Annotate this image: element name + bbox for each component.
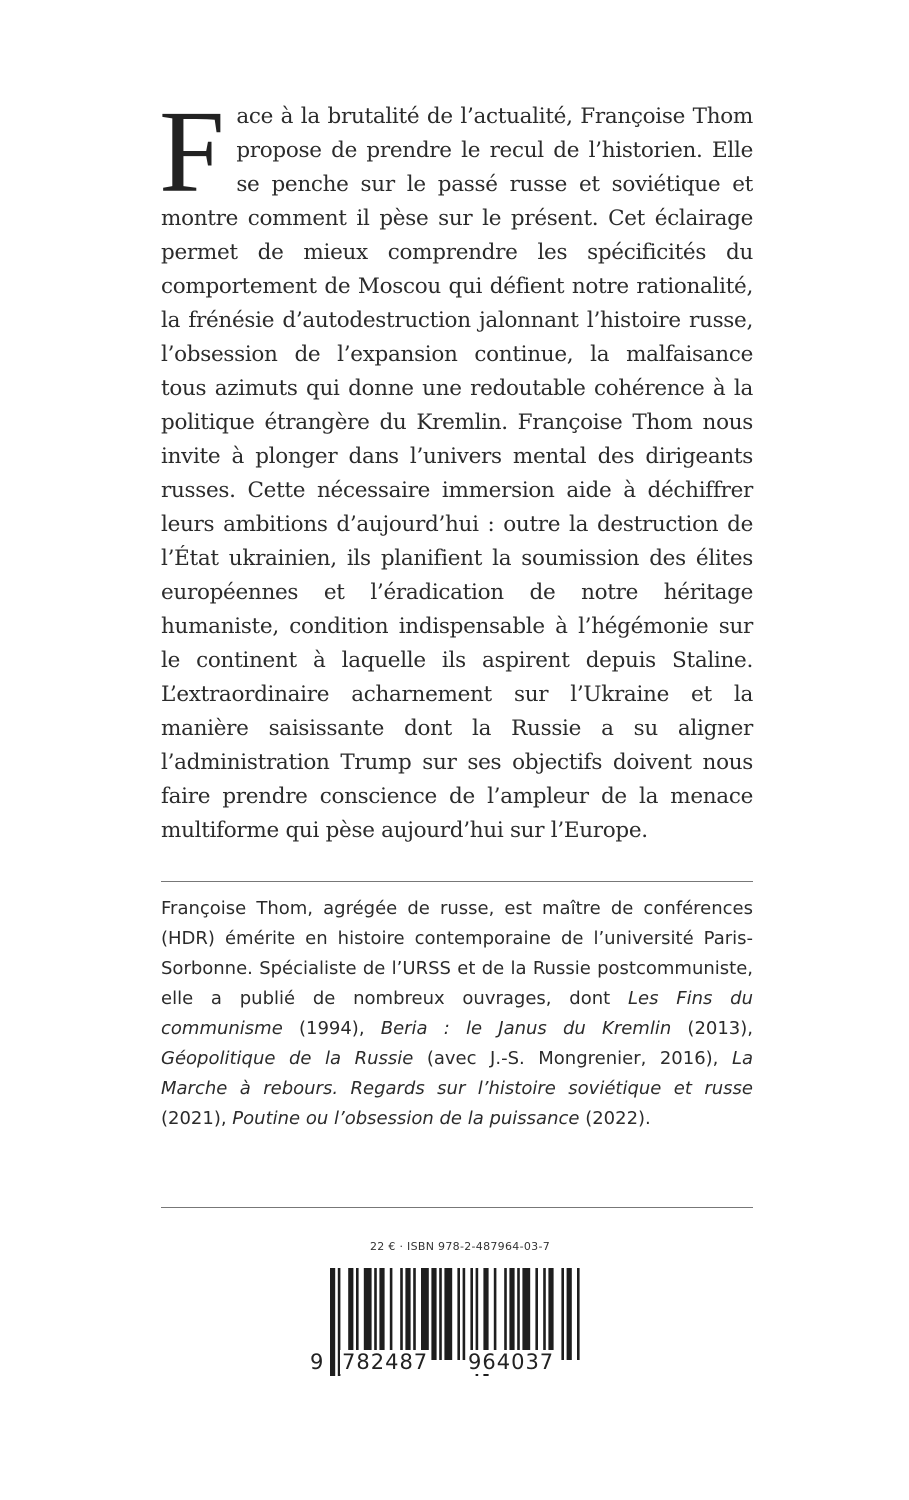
- bio-intro: Françoise Thom, agrégée de russe, est maître de conférences (HDR) émérite en histoire contemporaine de l’université Paris-Sorbonne. Spécialiste de l’URSS et de la Russie postcommuniste, elle a publié de nombreux ouvrages, dont: [161, 898, 753, 1009]
- barcode-bar: [374, 1268, 377, 1360]
- barcode-bar: [356, 1268, 359, 1360]
- divider-bottom: [161, 1207, 753, 1208]
- divider-top: [161, 881, 753, 882]
- price-isbn-line: 22 € · ISBN 978-2-487964-03-7: [369, 1240, 551, 1253]
- barcode-bar: [431, 1268, 436, 1360]
- bio-book-title: Poutine ou l’obsession de la puissance: [232, 1108, 580, 1129]
- barcode-bar: [494, 1268, 497, 1360]
- barcode-bar: [535, 1268, 538, 1360]
- barcode-bar: [400, 1268, 403, 1360]
- bio-year: (2021),: [161, 1108, 233, 1129]
- bio-year: (2013),: [671, 1018, 753, 1039]
- bio-year: (avec J.-S. Mongrenier, 2016),: [413, 1048, 732, 1069]
- barcode-bar: [390, 1268, 393, 1360]
- barcode-bar: [421, 1268, 429, 1360]
- barcode-digits-right: 964037: [468, 1350, 555, 1374]
- barcode-bar: [413, 1268, 416, 1360]
- bio-year: (2022).: [579, 1108, 651, 1129]
- barcode-bar: [548, 1268, 553, 1360]
- bio-book-title: La Marche à rebours. Regards sur l’histoire soviétique et russe: [161, 1048, 753, 1099]
- barcode-bar: [457, 1268, 460, 1360]
- barcode-bar: [379, 1268, 384, 1360]
- bio-year: (1994),: [282, 1018, 381, 1039]
- barcode-bar: [405, 1268, 410, 1360]
- barcode-bar: [463, 1268, 466, 1360]
- barcode-bar: [522, 1268, 530, 1360]
- barcode-bar: [470, 1268, 473, 1360]
- drop-cap: F: [159, 86, 225, 217]
- barcode-digit-first: 9: [310, 1350, 324, 1374]
- barcode-bar: [517, 1268, 520, 1360]
- book-blurb: [159, 86, 753, 848]
- barcode-bar: [509, 1268, 514, 1360]
- barcode-bar: [439, 1268, 442, 1360]
- bio-book-title: Géopolitique de la Russie: [161, 1048, 414, 1069]
- isbn-barcode: [306, 1268, 591, 1378]
- blurb-text: ace à la brutalité de l’actualité, Françoise Thom propose de prendre le recul de l’historien. Elle se penche sur le passé russe et soviétique et montre comment il pèse sur le présent. Cet éclairage permet de mieux comprendre les spécificités du comportement de Moscou qui défient notre rationalité, la frénésie d’autodestruction jalonnant l’histoire russe, l’obsession de l’expansion continue, la malfaisance tous azimuts qui donne une redoutable cohérence à la politique étrangère du Kremlin. Françoise Thom nous invite à plonger dans l’univers mental des dirigeants russes. Cette nécessaire immersion aide à déchiffrer leurs ambitions d’aujourd’hui : outre la destruction de l’État ukrainien, ils planifient la soumission des élites européennes et l’éradication de notre héritage humaniste, condition indispensable à l’hégémonie sur le continent à laquelle ils aspirent depuis Staline. L’extraordinaire acharnement sur l’Ukraine et la manière saisissante dont la Russie a su aligner l’administration Trump sur ses objectifs doivent nous faire prendre conscience de l’ampleur de la menace multiforme qui pèse aujourd’hui sur l’Europe.: [161, 104, 753, 843]
- author-bio: [161, 894, 753, 1134]
- barcode-bar: [348, 1268, 353, 1360]
- barcode-bar: [504, 1268, 507, 1360]
- barcode-bar: [567, 1268, 572, 1360]
- bio-book-title: Beria : le Janus du Kremlin: [380, 1018, 672, 1039]
- barcode-bar: [561, 1268, 564, 1360]
- barcode-bar: [364, 1268, 372, 1360]
- bio-book-title: Les Fins du communisme: [161, 988, 753, 1039]
- barcode-bar: [444, 1268, 452, 1360]
- barcode-digits: [306, 1350, 591, 1378]
- barcode-bar: [543, 1268, 546, 1360]
- barcode-digits-left: 782487: [342, 1350, 429, 1374]
- barcode-bar: [577, 1268, 580, 1360]
